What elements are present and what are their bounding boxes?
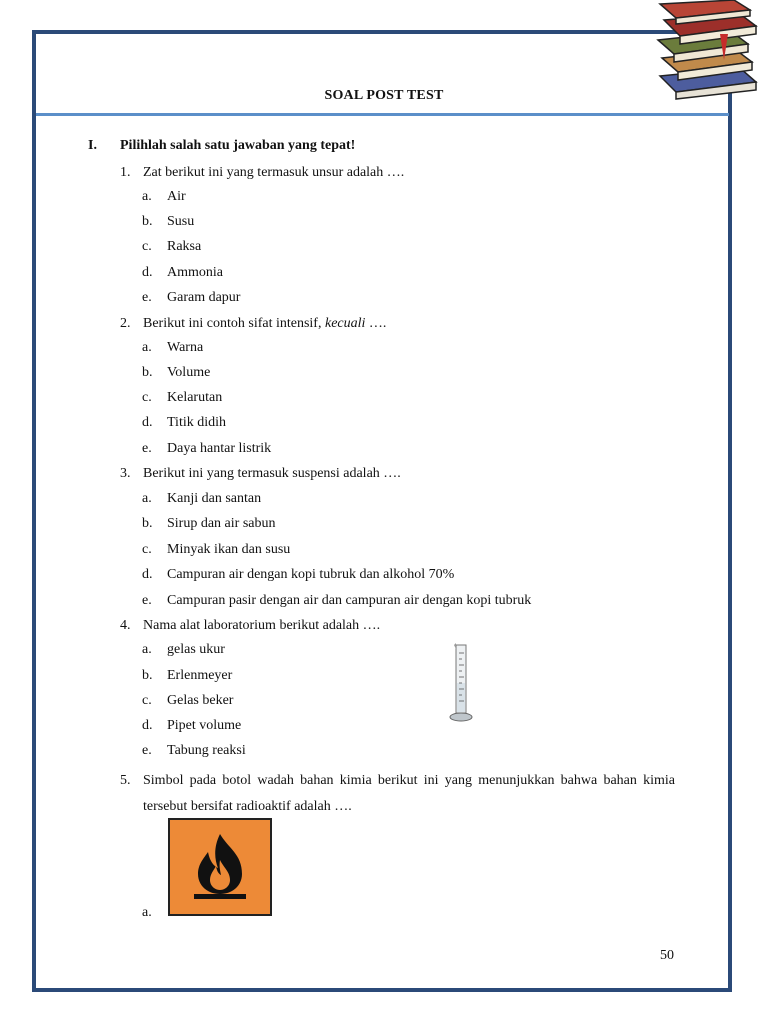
option	[142, 213, 194, 231]
section-heading	[88, 138, 355, 154]
option-letter: d.	[142, 718, 153, 733]
option-text: Sirup dan air sabun	[167, 516, 276, 531]
option-letter: a.	[142, 340, 152, 355]
option-letter: d.	[142, 265, 153, 280]
measuring-cylinder-icon	[447, 643, 475, 723]
option-text: Raksa	[167, 239, 202, 254]
question-number: 4.	[120, 618, 131, 633]
option	[142, 541, 290, 559]
option	[142, 641, 225, 659]
option	[142, 188, 186, 206]
option-text: Erlenmeyer	[167, 668, 233, 683]
option	[142, 289, 240, 307]
option-text: Minyak ikan dan susu	[167, 542, 291, 557]
option-letter: c.	[142, 390, 152, 405]
option	[142, 592, 531, 610]
section-number: I.	[88, 138, 97, 153]
option-text: Ammonia	[167, 265, 223, 280]
option	[142, 692, 233, 710]
option-text: Warna	[167, 340, 204, 355]
flammable-hazard-icon	[168, 818, 272, 916]
option-letter: b.	[142, 516, 153, 531]
section-instruction: Pilihlah salah satu jawaban yang tepat!	[120, 138, 356, 153]
option	[142, 742, 246, 760]
option	[142, 339, 203, 357]
option-letter: e.	[142, 743, 152, 758]
question-3	[120, 465, 401, 483]
question-text-5: Simbol pada botol wadah bahan kimia berikut ini yang menunjukkan bahwa bahan kimia tersebut bersifat radioaktif adalah ….	[143, 773, 675, 814]
option	[142, 717, 241, 735]
option-letter: a.	[142, 642, 152, 657]
question-number: 2.	[120, 316, 131, 331]
question-number: 3.	[120, 466, 131, 481]
option	[142, 566, 454, 584]
option-letter: e.	[142, 441, 152, 456]
option-letter: a.	[142, 491, 152, 506]
option	[142, 515, 275, 533]
page-title: SOAL POST TEST	[324, 88, 444, 103]
question-number-5: 5.	[120, 773, 131, 788]
option-letter: b.	[142, 214, 153, 229]
option-text: Campuran air dengan kopi tubruk dan alkohol 70%	[167, 567, 455, 582]
option-text: Pipet volume	[167, 718, 242, 733]
question-4	[120, 617, 380, 635]
stacked-books-icon	[652, 0, 768, 100]
option	[142, 904, 167, 922]
question-text: Berikut ini yang termasuk suspensi adalah ….	[143, 466, 401, 481]
option-letter: a.	[142, 905, 152, 920]
option	[142, 264, 223, 282]
option	[142, 490, 261, 508]
option-text: gelas ukur	[167, 642, 225, 657]
option	[142, 238, 201, 256]
option-text: Air	[167, 189, 186, 204]
option-letter: c.	[142, 693, 152, 708]
option-letter: e.	[142, 593, 152, 608]
option-text: Daya hantar listrik	[167, 441, 272, 456]
option	[142, 364, 210, 382]
option-letter: c.	[142, 542, 152, 557]
option	[142, 389, 222, 407]
option-text: Titik didih	[167, 415, 227, 430]
question-text: Zat berikut ini yang termasuk unsur adalah ….	[143, 165, 405, 180]
option-letter: c.	[142, 239, 152, 254]
option-text: Garam dapur	[167, 290, 241, 305]
option-letter: d.	[142, 415, 153, 430]
option-text: Tabung reaksi	[167, 743, 246, 758]
question-number: 1.	[120, 165, 131, 180]
option-text: Kelarutan	[167, 390, 223, 405]
question-emphasis: kecuali	[324, 316, 366, 331]
option-letter: b.	[142, 668, 153, 683]
option-text: Gelas beker	[167, 693, 234, 708]
option-letter: b.	[142, 365, 153, 380]
question-ellipsis: ….	[365, 316, 387, 331]
question-1	[120, 164, 404, 182]
option-text: Volume	[167, 365, 211, 380]
option-text: Campuran pasir dengan air dan campuran air dengan kopi tubruk	[167, 593, 532, 608]
option	[142, 414, 226, 432]
option-text: Susu	[167, 214, 195, 229]
option-letter: e.	[142, 290, 152, 305]
option-letter: a.	[142, 189, 152, 204]
question-text: Nama alat laboratorium berikut adalah ….	[143, 618, 381, 633]
option	[142, 440, 271, 458]
question-text: Berikut ini contoh sifat intensif,	[143, 316, 322, 331]
option	[142, 667, 232, 685]
header-rule	[36, 113, 729, 116]
question-2	[120, 315, 386, 333]
page-number: 50	[660, 948, 674, 963]
option-letter: d.	[142, 567, 153, 582]
option-text: Kanji dan santan	[167, 491, 262, 506]
